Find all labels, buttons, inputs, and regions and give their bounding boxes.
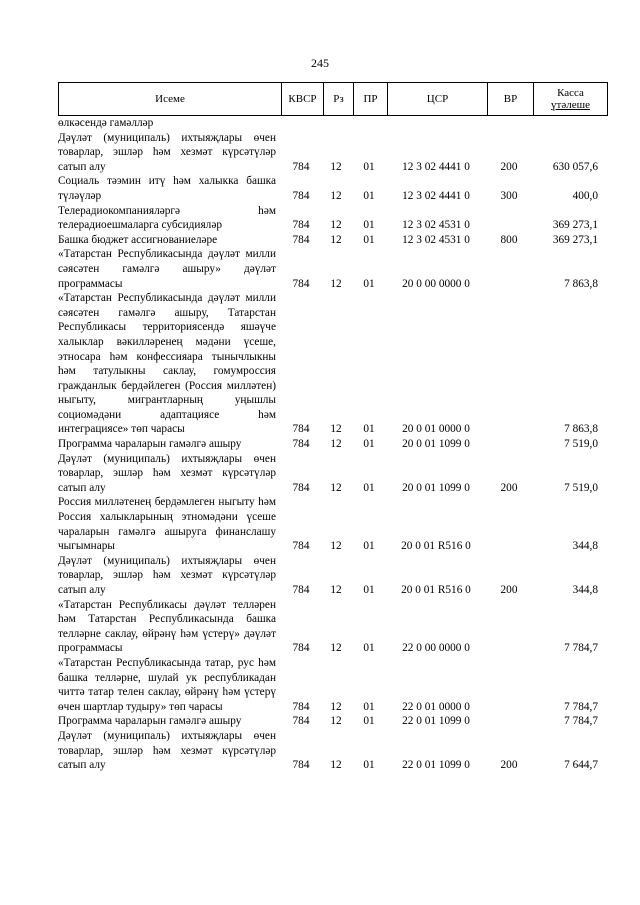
row-pr: 01 <box>363 642 375 655</box>
row-rz: 12 <box>330 233 342 246</box>
row-csr: 20 0 00 0000 0 <box>402 277 470 290</box>
row-kvsr: 784 <box>292 189 310 202</box>
row-name: Телерадиокомпанияләргә һәм телерадиоешмаларга субсидияләр <box>58 204 276 232</box>
row-name: «Татарстан Республикасында татар, рус һәм башка телләрне, шулай ук республикадан читтә татар телен саклау, өйрәнү һәм үстерү өчен шартлар тудыру» төп чарасы <box>58 656 276 713</box>
row-rz: 12 <box>330 438 342 451</box>
row-name: Социаль тәэмин итү һәм халыкка башка түләүләр <box>58 175 276 202</box>
row-amount: 7 784,7 <box>564 715 598 728</box>
table-row <box>58 714 608 729</box>
row-csr: 20 0 01 R516 0 <box>401 540 471 553</box>
row-name: Дәүләт (муниципаль) ихтыяҗлары өчен товарлар, эшләр һәм хезмәт күрсәтүләр сатып алу <box>58 131 276 173</box>
row-amount: 7 863,8 <box>564 423 598 436</box>
row-vr: 800 <box>500 233 518 246</box>
row-rz: 12 <box>330 584 342 596</box>
table-row <box>58 204 608 233</box>
row-kvsr: 784 <box>292 219 310 232</box>
header-kassa-line1: Касса <box>557 87 584 99</box>
row-amount: 7 519,0 <box>564 481 598 494</box>
row-amount: 344,8 <box>572 584 598 596</box>
row-rz: 12 <box>330 189 342 202</box>
row-amount: 400,0 <box>572 189 598 202</box>
header-pr: ПР <box>353 83 387 115</box>
row-rz: 12 <box>330 642 342 655</box>
row-pr: 01 <box>363 700 375 713</box>
row-kvsr: 784 <box>292 438 310 451</box>
table-row <box>58 291 608 437</box>
row-name: Программа чараларын гамәлгә ашыру <box>58 438 242 451</box>
table-row <box>58 554 608 598</box>
row-pr: 01 <box>363 423 375 436</box>
row-name: «Татарстан Республикасы дәүләт телләрен һәм Татарстан Республикасында башка телләрне саклау, өйрәнү һәм үстерү» дәүләт программасы <box>58 598 276 655</box>
table-row <box>58 656 608 714</box>
row-rz: 12 <box>330 481 342 494</box>
row-amount: 344,8 <box>572 540 598 553</box>
row-vr: 200 <box>500 759 518 772</box>
header-kassa-line2: үтәлеше <box>551 99 590 111</box>
row-csr: 20 0 01 1099 0 <box>402 438 470 451</box>
row-name: өлкәсендә гамәлләр <box>58 117 154 129</box>
table-row <box>58 247 608 291</box>
row-kvsr: 784 <box>292 160 310 173</box>
row-name: Башка бюджет ассигнованиеләре <box>58 233 218 246</box>
row-csr: 20 0 01 0000 0 <box>402 423 470 436</box>
row-pr: 01 <box>363 715 375 728</box>
row-csr: 22 0 01 1099 0 <box>402 759 470 772</box>
row-name: Дәүләт (муниципаль) ихтыяҗлары өчен товарлар, эшләр һәм хезмәт күрсәтүләр сатып алу <box>58 452 276 494</box>
row-name: «Татарстан Республикасында дәүләт милли сәясәтен гамәлгә ашыру, Татарстан Республикасы территориясендә яшәүче халыклар вәкилләренең мәдәни үсеше, этносара һәм конфессияара тынычлыкны һәм татулыкны саклау, гомумроссия гражданлык бердәйлеген (Россия милләтен) ныгыту, мигрантларның уңышлы социомәдәни адаптациясе һәм интеграциясе» төп чарасы <box>58 292 276 436</box>
row-amount: 7 784,7 <box>564 642 598 655</box>
row-kvsr: 784 <box>292 584 310 596</box>
row-name: Программа чараларын гамәлгә ашыру <box>58 715 242 728</box>
row-vr: 200 <box>500 160 518 173</box>
row-pr: 01 <box>363 277 375 290</box>
row-rz: 12 <box>330 277 342 290</box>
row-csr: 22 0 01 1099 0 <box>402 715 470 728</box>
row-kvsr: 784 <box>292 233 310 246</box>
row-pr: 01 <box>363 584 375 596</box>
row-rz: 12 <box>330 160 342 173</box>
table-row <box>58 131 608 175</box>
table-row <box>58 437 608 452</box>
table-row <box>58 116 608 131</box>
table-row <box>58 452 608 496</box>
row-kvsr: 784 <box>292 277 310 290</box>
row-rz: 12 <box>330 540 342 553</box>
row-kvsr: 784 <box>292 715 310 728</box>
row-kvsr: 784 <box>292 700 310 713</box>
row-csr: 22 0 00 0000 0 <box>402 642 470 655</box>
row-amount: 369 273,1 <box>552 219 598 232</box>
row-csr: 12 3 02 4531 0 <box>402 219 470 232</box>
row-pr: 01 <box>363 219 375 232</box>
page-number: 245 <box>311 56 329 70</box>
table-body <box>58 116 608 773</box>
row-kvsr: 784 <box>292 642 310 655</box>
header-kassa <box>533 83 607 115</box>
row-pr: 01 <box>363 160 375 173</box>
row-csr: 20 0 01 R516 0 <box>401 584 471 596</box>
row-amount: 369 273,1 <box>552 233 598 246</box>
row-rz: 12 <box>330 423 342 436</box>
row-csr: 22 0 01 0000 0 <box>402 700 470 713</box>
row-kvsr: 784 <box>292 759 310 772</box>
row-vr: 200 <box>500 584 518 596</box>
row-name: Россия милләтенең бердәмлеген ныгыту һәм Россия халыкларының этномәдәни үсеше чараларын гамәлгә ашыруга финанслашу чыгымнары <box>58 496 276 553</box>
row-amount: 7 519,0 <box>564 438 598 451</box>
row-pr: 01 <box>363 759 375 772</box>
header-name: Исеме <box>155 93 185 105</box>
header-kvsr: КВСР <box>281 83 323 115</box>
row-kvsr: 784 <box>292 423 310 436</box>
table-row <box>58 495 608 553</box>
row-rz: 12 <box>330 700 342 713</box>
row-amount: 7 863,8 <box>564 277 598 290</box>
row-name: «Татарстан Республикасында дәүләт милли сәясәтен гамәлгә ашыру» дәүләт программасы <box>58 248 276 290</box>
budget-table <box>58 82 608 773</box>
row-pr: 01 <box>363 438 375 451</box>
row-pr: 01 <box>363 189 375 202</box>
table-header <box>58 82 608 116</box>
row-amount: 7 784,7 <box>564 700 598 713</box>
table-row <box>58 729 608 773</box>
row-kvsr: 784 <box>292 540 310 553</box>
row-pr: 01 <box>363 233 375 246</box>
row-amount: 630 057,6 <box>552 160 598 173</box>
table-row <box>58 598 608 656</box>
header-csr: ЦСР <box>387 83 487 115</box>
row-vr: 200 <box>500 481 518 494</box>
row-csr: 12 3 02 4441 0 <box>402 160 470 173</box>
row-pr: 01 <box>363 481 375 494</box>
header-rz: Рз <box>323 83 353 115</box>
row-rz: 12 <box>330 759 342 772</box>
row-name: Дәүләт (муниципаль) ихтыяҗлары өчен товарлар, эшләр һәм хезмәт күрсәтүләр сатып алу <box>58 554 276 596</box>
row-name: Дәүләт (муниципаль) ихтыяҗлары өчен товарлар, эшләр һәм хезмәт күрсәтүләр сатып алу <box>58 729 276 772</box>
row-csr: 20 0 01 1099 0 <box>402 481 470 494</box>
row-csr: 12 3 02 4531 0 <box>402 233 470 246</box>
table-row <box>58 174 608 203</box>
row-vr: 300 <box>500 189 518 202</box>
row-amount: 7 644,7 <box>564 759 598 772</box>
header-vr: ВР <box>487 83 533 115</box>
row-rz: 12 <box>330 219 342 232</box>
row-kvsr: 784 <box>292 481 310 494</box>
row-csr: 12 3 02 4441 0 <box>402 189 470 202</box>
row-pr: 01 <box>363 540 375 553</box>
row-rz: 12 <box>330 715 342 728</box>
table-row <box>58 233 608 248</box>
